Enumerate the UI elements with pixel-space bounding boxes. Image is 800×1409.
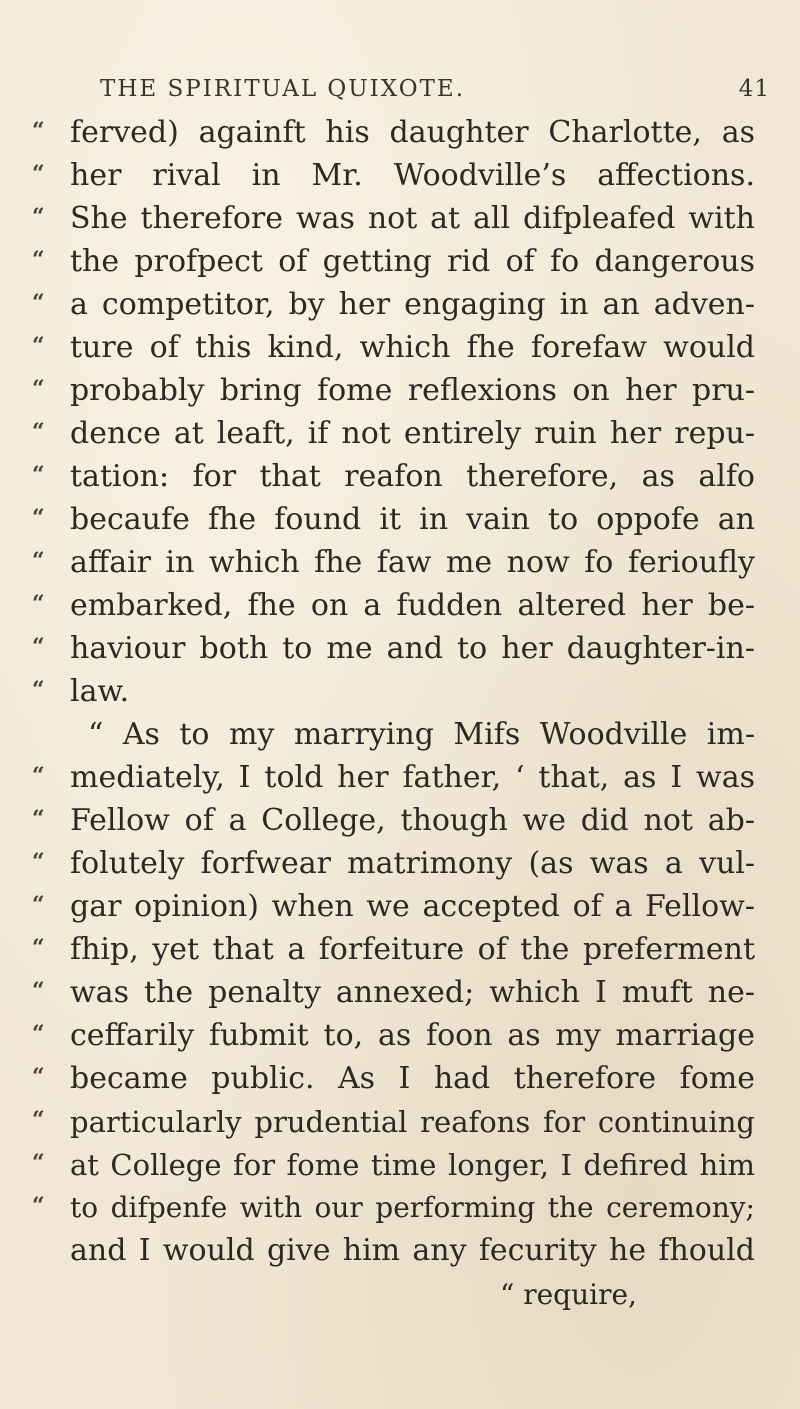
quote-mark: “ — [32, 247, 45, 273]
quote-mark: “ — [32, 204, 45, 230]
quote-mark: “ — [32, 1150, 45, 1176]
quote-mark: “ — [32, 505, 45, 531]
quote-mark: “ — [32, 1021, 45, 1047]
quote-mark: “ — [32, 1107, 45, 1133]
running-title: THE SPIRITUAL QUIXOTE. — [100, 76, 466, 102]
page-number: 41 — [738, 76, 770, 102]
quote-mark: “ — [32, 376, 45, 402]
text-line: became public. As I had therefore fome — [70, 1061, 755, 1096]
quote-mark: “ — [32, 806, 45, 832]
quote-mark: “ — [32, 1193, 45, 1219]
text-line: a competitor, by her engaging in an adven- — [70, 287, 755, 322]
quote-mark: “ — [32, 118, 45, 144]
text-line: fhip, yet that a forfeiture of the preferment — [70, 932, 755, 967]
text-line: and I would give him any fecurity he fhould — [70, 1233, 755, 1268]
quote-mark: “ — [32, 978, 45, 1004]
quote-mark: “ — [32, 849, 45, 875]
quote-mark: “ — [32, 677, 45, 703]
text-line: at College for fome time longer, I defired him — [70, 1148, 755, 1182]
quote-mark: “ — [32, 333, 45, 359]
text-line: tation: for that reafon therefore, as alfo — [70, 459, 755, 494]
quote-mark: “ — [32, 591, 45, 617]
quote-mark: “ — [32, 763, 45, 789]
text-line: ture of this kind, which fhe forefaw would — [70, 330, 755, 365]
text-line: ferved) againft his daughter Charlotte, as — [70, 115, 755, 150]
text-line: She therefore was not at all difpleafed with — [70, 201, 755, 236]
text-line: particularly prudential reafons for continuing — [70, 1105, 755, 1139]
text-line: dence at leaft, if not entirely ruin her repu- — [70, 416, 755, 451]
quote-mark: “ — [32, 462, 45, 488]
quote-mark: “ — [32, 161, 45, 187]
text-line: haviour both to me and to her daughter-in- — [70, 631, 755, 666]
text-line: mediately, I told her father, ‘ that, as I was — [70, 760, 755, 795]
quote-mark: “ — [32, 419, 45, 445]
quote-mark: “ — [32, 892, 45, 918]
quote-mark: “ — [32, 1064, 45, 1090]
quote-mark: “ — [32, 290, 45, 316]
text-line: embarked, fhe on a fudden altered her be- — [70, 588, 755, 623]
text-line: becaufe fhe found it in vain to oppofe an — [70, 502, 755, 537]
text-line: folutely forfwear matrimony (as was a vul- — [70, 846, 755, 881]
text-line: was the penalty annexed; which I muft ne- — [70, 975, 755, 1010]
text-line: her rival in Mr. Woodville’s affections. — [70, 158, 755, 193]
text-line: the profpect of getting rid of fo dangerous — [70, 244, 755, 279]
text-line: affair in which fhe faw me now fo ferioufly — [70, 545, 755, 580]
text-line: ceffarily fubmit to, as foon as my marriage — [70, 1018, 755, 1053]
quote-mark: “ — [32, 548, 45, 574]
running-head — [100, 76, 770, 104]
text-line: Fellow of a College, though we did not ab- — [70, 803, 755, 838]
catchword: “ require, — [500, 1278, 637, 1311]
text-line: probably bring fome reflexions on her pru- — [70, 373, 755, 408]
text-line: “ As to my marrying Mifs Woodville im- — [88, 717, 755, 752]
text-line: law. — [70, 674, 130, 709]
text-line: gar opinion) when we accepted of a Fellow- — [70, 889, 755, 924]
text-line: to difpenfe with our performing the ceremony; — [70, 1191, 755, 1224]
quote-mark: “ — [32, 634, 45, 660]
quote-mark: “ — [32, 935, 45, 961]
